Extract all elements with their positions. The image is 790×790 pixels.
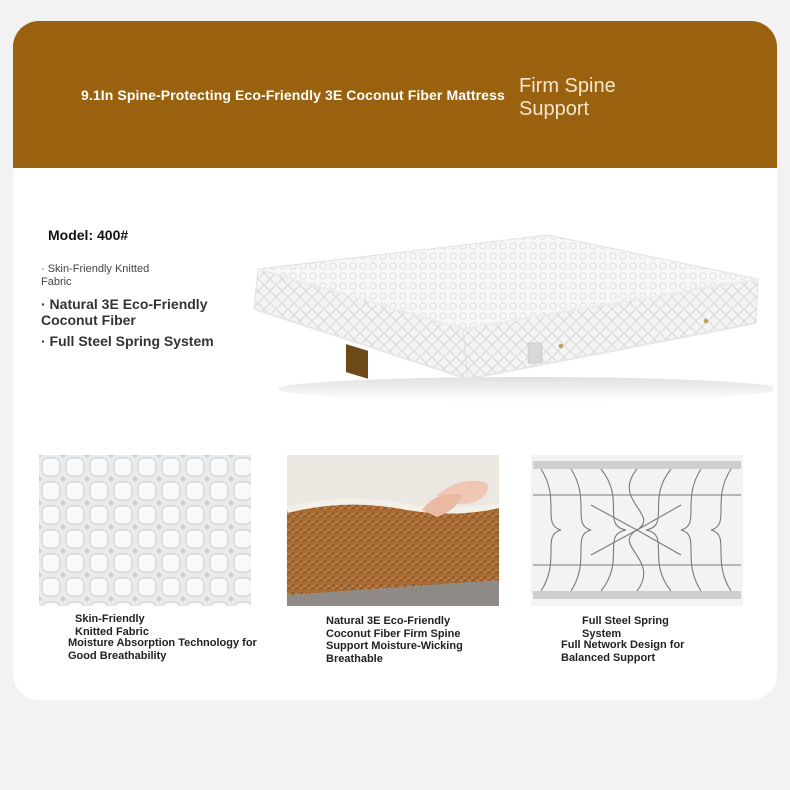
feature-spring-system: · Full Steel Spring System [41, 333, 214, 349]
feature-fabric: · Skin-Friendly Knitted Fabric [41, 263, 150, 288]
knitted-fabric-image [39, 455, 251, 606]
coconut-fiber-caption: Natural 3E Eco-Friendly Coconut Fiber Firm Spine Support Moisture-Wicking Breathable [326, 615, 463, 665]
spring-caption-description: Full Network Design for Balanced Support [561, 639, 685, 664]
fabric-caption-description: Moisture Absorption Technology for Good Breathability [68, 637, 257, 662]
coconut-fiber-image [287, 455, 499, 606]
product-title: 9.1In Spine-Protecting Eco-Friendly 3E Coconut Fiber Mattress [81, 87, 505, 103]
spring-caption-title: Full Steel Spring System [582, 615, 669, 640]
feature-coconut-fiber: · Natural 3E Eco-Friendly Coconut Fiber [41, 296, 208, 328]
model-number: Model: 400# [48, 227, 129, 243]
mattress-image [228, 231, 773, 406]
steel-spring-image [531, 455, 743, 606]
fabric-caption-title: Skin-Friendly Knitted Fabric [75, 613, 149, 638]
product-card [13, 21, 777, 700]
header-banner [13, 21, 777, 168]
product-tagline: Firm Spine Support [519, 75, 616, 120]
